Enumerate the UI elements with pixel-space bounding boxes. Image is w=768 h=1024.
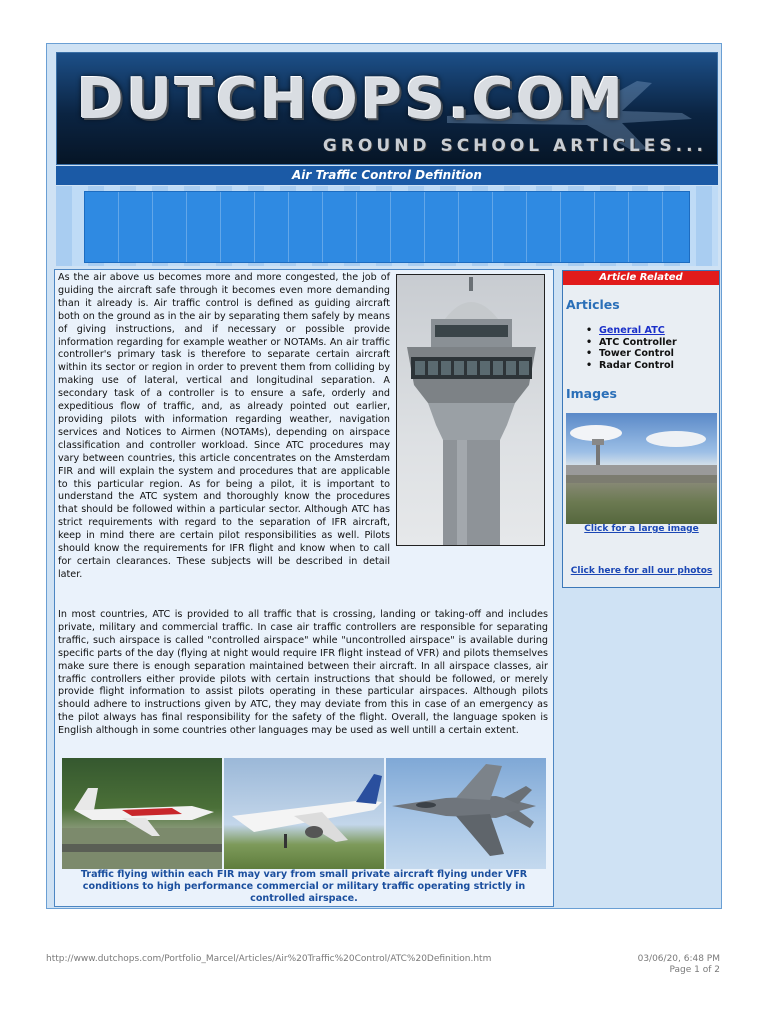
control-tower-photo [396, 274, 545, 546]
business-jet-photo [62, 758, 222, 869]
photo-caption: Traffic flying within each FIR may vary from small private aircraft flying under VFR conditions to high performance commercial or military traffic operating strictly in controlled airspace. [80, 869, 528, 904]
airport-thumbnail[interactable] [566, 413, 717, 524]
large-image-link[interactable]: Click for a large image [584, 524, 699, 534]
airliner-photo [224, 758, 384, 869]
sidebar-header: Article Related [563, 271, 719, 285]
aircraft-photo-strip [62, 758, 546, 869]
control-tower-illustration [397, 275, 545, 546]
article-item-radar-control: • Radar Control [586, 360, 677, 372]
article-link-general-atc[interactable]: • General ATC [586, 325, 677, 337]
all-photos-link[interactable]: Click here for all our photos [570, 566, 713, 576]
fighter-jet-photo [386, 758, 546, 869]
images-heading: Images [566, 386, 617, 401]
article-item-atc-controller: • ATC Controller [586, 337, 677, 349]
article-paragraph-2: In most countries, ATC is provided to all traffic that is crossing, landing or taking-off and includes private, military and commercial traffic. In case air traffic controllers are responsible for separating traffic, such airspace is called "controlled airspace" while "uncontrolled airspace" is available during specific parts of the day (flying at night would require IFR flight instead of VFR) and pilots themselves make sure there is enough separation maintained between their aircraft. In all airspace classes, air traffic controllers either provide pilots with certain instructions that should be followed, or merely provide flight information to assist pilots operating in these particular airspaces. Although pilots should adhere to instructions given by ATC, they may deviate from this in case of an emergency as the pilot always has final responsibility for the safety of the flight. Overall, the language spoken is English although in some countries other languages may be used as well untill a certain extent. [58, 609, 548, 737]
page-title: Air Traffic Control Definition [56, 166, 718, 185]
footer-page-number: Page 1 of 2 [669, 965, 720, 975]
footer-datetime: 03/06/20, 6:48 PM [637, 954, 720, 964]
site-subtitle: GROUND SCHOOL ARTICLES... [322, 136, 707, 156]
footer-url: http://www.dutchops.com/Portfolio_Marcel/Articles/Air%20Traffic%20Control/ATC%20Definition.htm [46, 954, 492, 964]
site-banner[interactable] [56, 52, 718, 165]
articles-heading: Articles [566, 297, 620, 312]
article-paragraph-1: As the air above us becomes more and more congested, the job of guiding the aircraft safe through it becomes even more demanding than it already is. Air traffic control is defined as guiding aircraft both on the ground as in the air by separating them safely by means of giving instructions, and if necessary or possible provide information regarding for example weather or NOTAMs. An air traffic controller's primary task is therefore to separate certain aircraft within its sector or region in order to prevent them from colliding by making use of lateral, vertical and longitudinal separation. A secondary task of a controller is to ensure a safe, orderly and expeditious flow of traffic, and, as already pointed out earlier, providing pilots with information regarding weather, navigation services and Notices to Airmen (NOTAMs), depending on airspace classification and controller workload. Since ATC procedures may vary between countries, this article concentrates on the Amsterdam FIR and will explain the system and procedures that are applicable to this particular region. As for being a pilot, it is important to understand the ATC system and thoroughly know the procedures that should be followed within a particular sector. Although ATC has strict requirements with regard to the separation of IFR aircraft, keep in mind there are certain pilot responsibilities as well. Pilots should know the requirements for IFR flight and know when to call for certain clearances. These subjects will be described in detail later. [58, 272, 390, 580]
related-articles-list [586, 325, 677, 372]
site-logo: DUTCHOPS.COM [77, 67, 626, 132]
banner-ad-placeholder[interactable] [84, 191, 690, 263]
article-item-tower-control: • Tower Control [586, 348, 677, 360]
